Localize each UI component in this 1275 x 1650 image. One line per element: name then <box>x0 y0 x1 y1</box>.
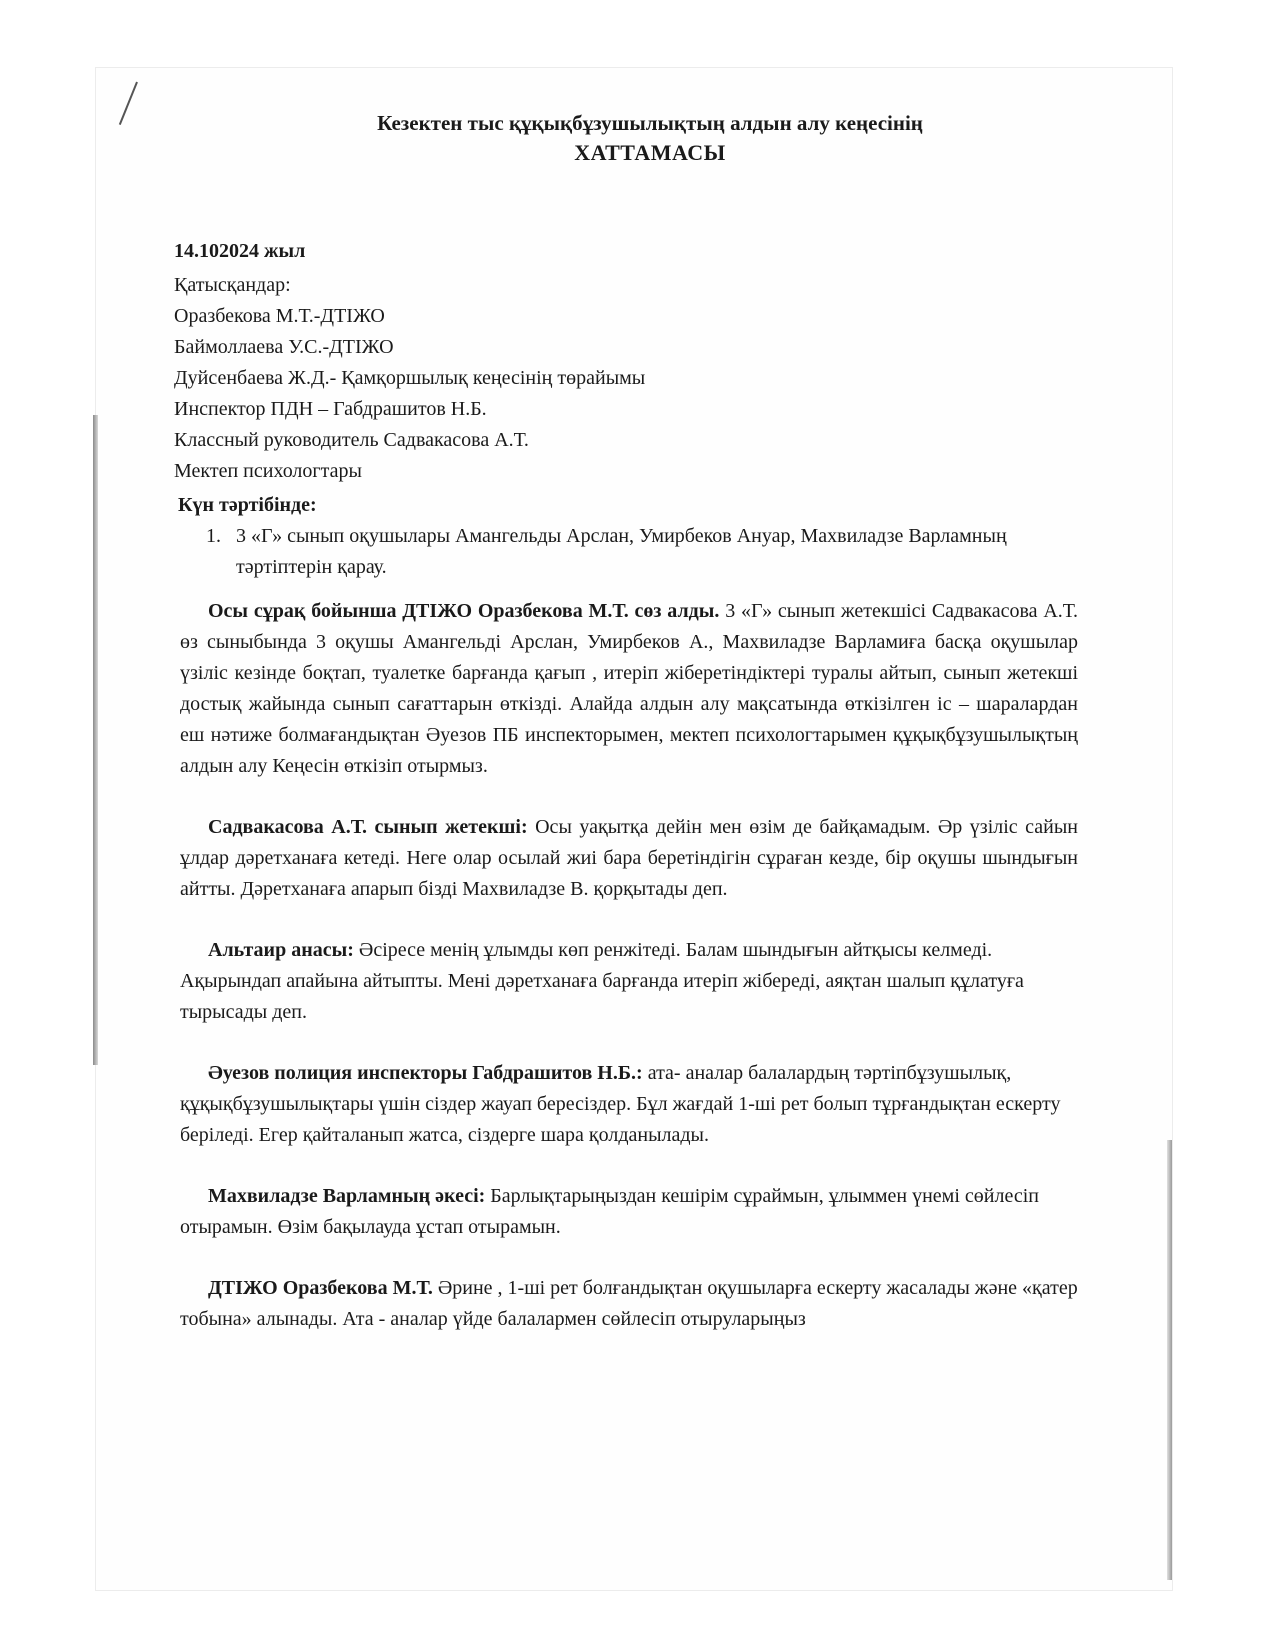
page-edge-shadow-left <box>93 415 98 1065</box>
paragraph-text: ата- аналар балалардың тәртіпбұзушылық, құқықбұзушылықтары үшін сіздер жауап бересіздер. Бұл жағдай 1-ші рет болып тұрғандықтан ескерту беріледі. Егер қайталанып жатса, сіздерге шара қолданылады. <box>180 1062 1061 1146</box>
minutes-paragraph <box>180 1181 1078 1243</box>
minutes-paragraph <box>180 1273 1078 1335</box>
title-line-1: Кезектен тыс құқықбұзушылықтың алдын алу кеңесінің <box>377 111 923 135</box>
speaker-name: Альтаир анасы: <box>208 939 354 961</box>
paragraph-text: 3 «Г» сынып жетекшісі Садвакасова А.Т. өз сыныбында 3 оқушы Амангельді Арслан, Умирбеков А., Махвиладзе Варламиға басқа оқушылар үзіліс кезінде боқтап, туалетке барғанда қағып , итеріп жіберетіндіктері туралы айтып, сынып жетекші достық жайында сынып сағаттарын өткізді. Алайда алдын алу мақсатында өткізілген іс – шаралардан еш нәтиже болмағандықтан Әуезов ПБ инспекторымен, мектеп психологтарымен құқықбұзушылықтың алдын алу Кеңесін өткізіп отырмыз. <box>180 600 1078 777</box>
minutes-body <box>180 596 1078 1335</box>
document-title <box>200 108 1100 168</box>
speaker-name: Әуезов полиция инспекторы Габдрашитов Н.Б.: <box>208 1062 643 1084</box>
minutes-paragraph <box>180 935 1078 1028</box>
agenda-section <box>178 490 1078 583</box>
participant-item: Оразбекова М.Т.-ДТІЖО <box>174 305 385 327</box>
agenda-item <box>206 521 1078 583</box>
agenda-item-text: 3 «Г» сынып оқушылары Амангельды Арслан, Умирбеков Ануар, Махвиладзе Варламның тәртіптерін қарау. <box>236 525 1007 578</box>
paragraph-text: Әсіресе менің ұлымды көп ренжітеді. Балам шындығын айтқысы келмеді. Ақырындап апайына айтыпты. Мені дәретханаға барғанда итеріп жібереді, аяқтан шалып құлатуға тырысады деп. <box>180 939 1024 1023</box>
speaker-name: Махвиладзе Варламның әкесі: <box>208 1185 486 1207</box>
participant-item: Дуйсенбаева Ж.Д.- Қамқоршылық кеңесінің төрайымы <box>174 367 646 389</box>
paragraph-text: Осы уақытқа дейін мен өзім де байқамадым. Әр үзіліс сайын ұлдар дәретханаға кетеді. Неге олар осылай жиі бара беретіндігін сұраған кезде, бір оқушы шындығын айтты. Дәретханаға апарып бізді Махвиладзе В. қорқытады деп. <box>180 816 1079 900</box>
participants-heading: Қатысқандар: <box>174 274 291 296</box>
meeting-date: 14.102024 жыл <box>174 240 306 262</box>
participant-item: Классный руководитель Садвакасова А.Т. <box>174 429 529 451</box>
speaker-name: Садвакасова А.Т. сынып жетекші: <box>208 816 528 838</box>
page-edge-shadow-right <box>1167 1140 1172 1580</box>
minutes-paragraph <box>180 1058 1078 1151</box>
paragraph-text: Барлықтарыңыздан кешірім сұраймын, ұлыммен үнемі сөйлесіп отырамын. Өзім бақылауда ұстап отырамын. <box>180 1185 1039 1238</box>
minutes-paragraph <box>180 596 1078 782</box>
participant-item: Мектеп психологтары <box>174 460 362 482</box>
speaker-name: Осы сұрақ бойынша ДТІЖО Оразбекова М.Т. сөз алды. <box>208 600 720 622</box>
participant-item: Баймоллаева У.С.-ДТІЖО <box>174 336 394 358</box>
agenda-item-number: 1. <box>206 525 221 547</box>
speaker-name: ДТІЖО Оразбекова М.Т. <box>208 1277 433 1299</box>
minutes-paragraph <box>180 812 1078 905</box>
paragraph-text: Әрине , 1-ші рет болғандықтан оқушыларға ескерту жасалады және «қатер тобына» алынады. Ата - аналар үйде балалармен сөйлесіп отыруларыңыз <box>180 1277 1078 1330</box>
meeting-header <box>174 236 1074 487</box>
agenda-heading: Күн тәртібінде: <box>178 494 317 516</box>
title-line-2: ХАТТАМАСЫ <box>574 140 726 165</box>
participant-item: Инспектор ПДН – Габдрашитов Н.Б. <box>174 398 487 420</box>
